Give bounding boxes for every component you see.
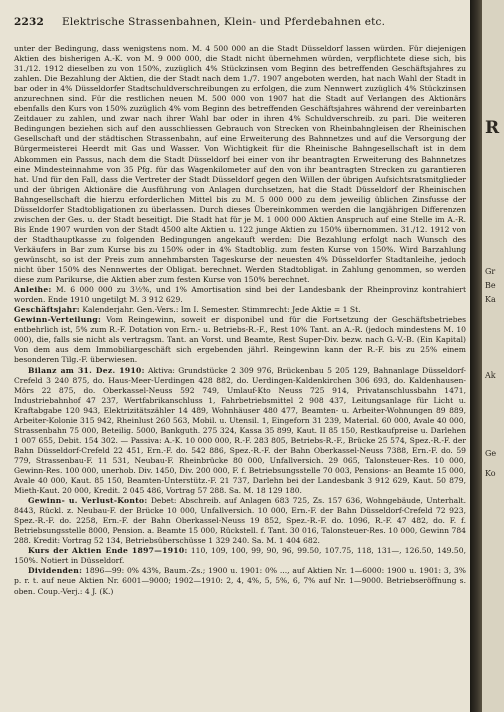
adjacent-page-fragment: Be: [485, 281, 496, 290]
paragraph-text: Vom Reingewinn, soweit er disponibel und für die Fortsetzung der Geschäftsbetriebes entbehrlich ist, 5% zum R.-F. Dotation von Ern.- u. Betriebs-R.-F., Rest 10% Tant. an A.-R. (jedoch mindestens M. 10 000), die, falls sie nicht als vertragsm. Tant. an Vorst. und Beamte, Rest Super-Div. bezw. nach G.-V.-B. (Ein Kapital) Von dem aus dem Immobiliargeschäft sich ergebenden jährl. Reingewinn kann der R.-F. bis zu 25% einem besonderen Tilg.-F. überwiesen.: [14, 315, 466, 365]
paragraph-label: Anleihe:: [14, 285, 52, 295]
adjacent-page-fragment: Ka: [485, 295, 496, 304]
running-title: Elektrische Strassenbahnen, Klein- und Pferdebahnen etc.: [62, 16, 386, 28]
paragraph-text: Debet: Abschreib. auf Anlagen 683 725, Zs. 157 636, Wohngebäude, Unterhalt. 8443, Rückl. z. Neubau-F. der Brücke 10 000, Unfallversich. 10 000, Ern.-F. der Bahn Düsseldorf-Crefeld 72 923, Spez.-R.-F. do. 2258, Ern.-F. der Bahn Oberkassel-Neuss 19 852, Spez.-R.-F. do. 1096, R.-F. 47 482, do. F. f. Betriebsungsstelle 8000, Pension. a. Beamte 15 000, Rückstell. f. Tant. 30 016, Talonsteuer-Res. 10 000, Gewinn 784 288. Kredit: Vortrag 52 134, Betriebsüberschüsse 1 329 240. Sa. M. 1 404 682.: [14, 496, 466, 546]
paragraph: [14, 44, 466, 285]
paragraph-label: Gewinn- u. Verlust-Konto:: [28, 496, 148, 506]
book-gutter: [470, 0, 482, 712]
adjacent-page-fragment: Gr: [485, 267, 496, 276]
paragraph-text: M. 6 000 000 zu 3½%, und 1% Amortisation sind bei der Landesbank der Rheinprovinz kontrahiert worden. Ende 1910 ungetilgt M. 3 912 629.: [14, 285, 466, 305]
paragraph-label: Bilanz am 31. Dez. 1910:: [28, 365, 145, 375]
paragraph-label: Geschäftsjahr:: [14, 305, 80, 315]
adjacent-page-fragment: Ak: [485, 371, 496, 380]
adjacent-page-edge: [482, 0, 504, 712]
paragraph-text: 1896—99: 0% 43%, Baum.-Zs.; 1900 u. 1901: 0% ..., auf Aktien Nr. 1—6000: 1900 u. 1901: 3, 3% p. r. t. auf neue Aktien Nr. 6001—9000; 1902—1910: 2, 4, 4%, 5, 5%, 6, 7% auf Nr. 1—9000. Betriebseröffnung s. oben. Coup.-Verj.: 4 J. (K.): [14, 566, 466, 596]
page-header: [14, 16, 454, 30]
paragraph-text: Aktiva: Grundstücke 2 309 976, Brückenbau 5 205 129, Bahnanlage Düsseldorf-Crefeld 3 240 875, do. Haus-Meer-Uerdingen 428 882, do. Uerdingen-Kaldenkirchen 306 693, do. Kaldenhausen-Mörs 22 875, do. Oberkassel-Neuss 592 749, Umlauf-Kto Neuss 725 914, Privatanschlussbahn 1471, Industriebahnhof 47 237, Wertfabrikanschluss 1, Fahrbetriebsmittel 2 908 437, Leitungsanlage für Licht u. Kraftabgabe 120 943, Elektrizitätszähler 14 489, Wohnhäuser 480 477, Beamten- u. Arbeiter-Wohnungen 89 889, Arbeiter-Kolonie 315 942, Rheinlust 260 563, Mobil. u. Utensil. 1, Eingeforn 31 239, Material. 60 000, Avale 40 000, Strassenbahn 75 000, Beteilig. 5000, Bankguth. 275 324, Kassa 35 899, Kaut. II 85 150, Restkaufpreise u. Darlehen 1 007 655, Debit. 154 302. — Passiva: A.-K. 10 000 000, R.-F. 283 805, Betriebs-R.-F., Brücke 25 574, Spez.-R.-F. der Bahn Düsseldorf-Crefeld 22 451, Ern.-F. do. 542 886, Spez.-R.-F. der Bahn Oberkassel-Neuss 7388, Ern.-F. do. 59 779, Strassenbau-F. 11 531, Neubau-F. Rheinbrücke 80 000, Unfallversich. 29 065, Talonsteuer-Res. 10 000, Gewinn-Res. 100 000, unerhob. Div. 1450, Div. 200 000, F. f. Betriebsungsstelle 70 003, Pensions- an Beamte 15 000, Avale 40 000, Kaut. 85 150, Beamten-Unterstütz.-F. 21 737, Darlehn bei der Landesbank 3 912 629, Kaut. 50 879, Mieth-Kaut. 20 000, Kredit. 2 045 486, Vortrag 57 288. Sa. M. 18 129 180.: [14, 365, 466, 496]
paragraph-text: Kalenderjahr. Gen.-Vers.: Im I. Semester. Stimmrecht: Jede Aktie = 1 St.: [82, 305, 361, 315]
adjacent-page-fragment: R: [485, 118, 500, 138]
page-number: 2232: [14, 16, 45, 28]
adjacent-page-fragment: Ge: [485, 449, 497, 458]
paragraph: [14, 305, 466, 315]
paragraph-text: 110, 109, 100, 99, 90, 96, 99.50, 107.75, 118, 131—, 126.50, 149.50, 150%. Notiert in Düsseldorf.: [14, 546, 466, 566]
paragraph: [14, 546, 466, 566]
adjacent-page-fragment: Ko: [485, 469, 496, 478]
paragraph-label: Kurs der Aktien Ende 1897—1910:: [28, 546, 188, 556]
paragraph-label: Gewinn-Verteilung:: [14, 315, 102, 325]
paragraph: [14, 285, 466, 305]
paragraph: [14, 315, 466, 365]
paragraph-text: unter der Bedingung, dass wenigstens nom. M. 4 500 000 an die Stadt Düsseldorf lassen würden. Für diejenigen Aktien des bisherigen A.-K. von M. 9 000 000, die Stadt nicht übernehmen würden, verpflichtete diese sich, bis 31./12. 1912 dieselben zu von 150%, zuzüglich 4% Stückzinsen vom Beginn des betreffenden Geschäftsjahres zu zahlen. Die Bezahlung der Aktien, die der Stadt nach dem 1./7. 1907 angeboten werden, hat nach Wahl der Stadt in bar oder in 4% Düsseldorfer Stadtschuldverschreibungen zu erfolgen, die zum Nennwert zuzüglich 4% Stückzinsen anzurechnen sind. Für die restlichen neuen M. 500 000 von 1907 hat die Stadt auf Verlangen des Aktionärs ebenfalls den Kurs von 150% zuzüglich 4% vom Beginn des betreffenden Geschäftsjahres während der vereinbarten Zeitdauer zu zahlen, und zwar nach ihrer Wahl bar oder in ihren 4% Schuldverschreib. zu pari. Die weiteren Bedingungen beziehen sich auf den ausschliessen Gebrauch von Strecken von Rheinbahngleisen der Rheinischen Gesellschaft und der städtischen Strassenbahn, auf eine Erweiterung des Bahnnetzes und auf die Versorgung der Bürgermeisterei Heerdt mit Gas und Wasser. Von Wichtigkeit für die Rheinische Bahngesellschaft ist in dem Abkommen ein Passus, nach dem die Stadt Düsseldorf bei einer von ihr beantragten Erweiterung des Bahnnetzes eine Mindesteinnahme von 35 Pfg. für das Wagenkilometer auf den von ihr beantragten Strecken zu garantieren hat. Und für den Fall, dass die Vertreter der Stadt Düsseldorf gegen den Willen der übrigen Aufsichtsratsmitglieder und der übrigen Aktionäre die Ausführung von Anlagen durchsetzen, hat die Stadt Düsseldorf der Rheinischen Bahngesellschaft die hierzu erforderlichen Mittel bis zu M. 5 000 000 zu dem jeweilig üblichen Zinsfusse der Düsseldorfer Stadtobligationen zu überlassen. Durch dieses Übereinkommen werden die langjährigen Differenzen zwischen der Ges. u. der Stadt beseitigt. Die Stadt hat für je M. 1 000 000 Aktien Anspruch auf eine Stelle im A.-R. Bis Ende 1907 wurden von der Stadt 4500 alte Aktien u. 122 junge Aktien zu 150% übernommen. 31./12. 1912 von der Stadthauptkasse zu folgenden Bedingungen angekauft werden: Die Bezahlung erfolgt nach Wunsch des Verkäufers in Bar zum Kurse bis zu 150% oder in 4% Stadtoblig. zum festen Kurse von 150%. Wird Barzahlung gewünscht, so ist der Preis zum annehmbarsten Tageskurse der neuesten 4% Düsseldorfer Stadtanleihe, jedoch nicht über 150% des Nennwertes der Obligat. berechnet. Werden Stadtobligat. in Zahlung genommen, so werden diese zum Parikurse, die Aktien aber zum festen Kurse von 150% berechnet.: [14, 44, 466, 285]
paragraph: [14, 366, 466, 497]
paragraph-label: Dividenden:: [28, 566, 83, 576]
paragraph: [14, 566, 466, 596]
paragraph: [14, 496, 466, 546]
body-text: [14, 44, 466, 597]
